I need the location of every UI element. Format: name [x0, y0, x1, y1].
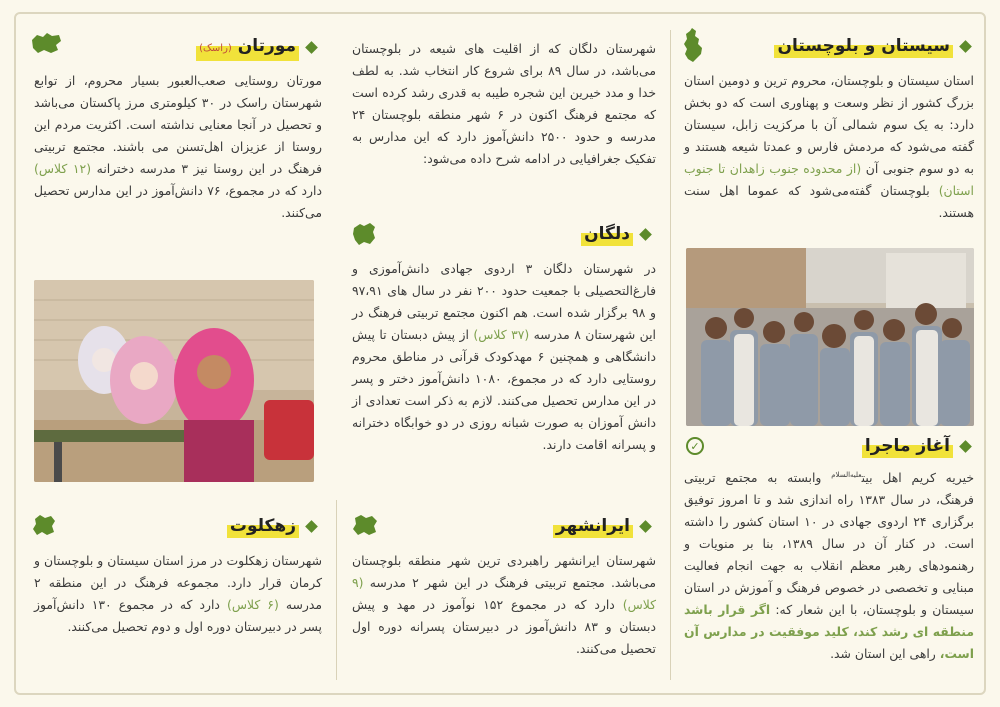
- iranshahr-text-highlight: (۹ کلاس): [352, 575, 656, 612]
- diamond-bullet-icon: [639, 228, 652, 241]
- province-map-icon: [352, 222, 376, 246]
- sistan-paragraph: [684, 70, 974, 224]
- dalgan-text-2: از پیش دبستان تا پیش دانشگاهی و همچنین ۶ مهدکودک قرآنی در مناطق محروم روستایی دارد که در مجموع، ۱۰۸۰ دانش‌آموز دختر و پسر در این مدارس تحصیل می‌کنند. لازم به ذکر است تعدادی از دانش آموزان به صورت شبانه روزی در دو خوابگاه دخترانه و پسرانه اقامت دارند.: [352, 327, 657, 452]
- mortan-text-2: دارد که در مجموع، ۷۶ دانش‌آموز در این مدارس تحصیل می‌کنند.: [34, 183, 322, 220]
- province-map-icon: [683, 28, 703, 62]
- zahklut-paragraph: [34, 550, 322, 638]
- dalgan-title: دلگان: [581, 222, 633, 246]
- aghaz-text-3: راهی این استان شد.: [830, 646, 940, 662]
- dalgan-paragraph: [352, 258, 656, 456]
- iranshahr-heading: [553, 514, 650, 538]
- diamond-bullet-icon: [639, 520, 652, 533]
- diamond-bullet-icon: [959, 40, 972, 53]
- sistan-text-2: بلوچستان گفته‌می‌شود که عموما اهل سنت هستند.: [684, 183, 974, 220]
- aghaz-superscript: علیه‌السلام: [831, 471, 862, 479]
- iranshahr-text-2: دارد که در مجموع ۱۵۲ نوآموز در مهد و پیش دبستان و ۸۳ دانش‌آموز در دبیرستان پسرانه دوره اول تحصیل می‌کنند.: [352, 597, 656, 656]
- diamond-bullet-icon: [959, 440, 972, 453]
- sistan-text-highlight: (از محدوده جنوب زاهدان تا جنوب استان): [684, 161, 974, 198]
- aghaz-paragraph: [684, 464, 974, 665]
- dalgan-intro-paragraph: [352, 38, 656, 170]
- mortan-text-highlight: (۱۲ کلاس): [34, 161, 92, 176]
- aghaz-slogan: اگر قرار باشد منطقه ای رشد کند، کلید موفقیت در مدارس آن است،: [684, 602, 974, 662]
- zahklut-title: زهکلوت: [227, 514, 299, 538]
- mortan-subtitle: (راسک): [199, 43, 232, 54]
- mortan-heading: [196, 34, 316, 61]
- students-photo-girls: [34, 280, 314, 482]
- zahklut-text-2: دارد که در مجموع ۱۳۰ دانش‌آموز پسر در دبیرستان دوره اول و دوم تحصیل می‌کنند.: [34, 597, 322, 634]
- zahklut-text-1: شهرستان زهکلوت در مرز استان سیستان و بلوچستان و کرمان قرار دارد. مجموعه فرهنگ در این منطقه ۲ مدرسه: [34, 553, 322, 612]
- iranshahr-title: ایرانشهر: [553, 514, 633, 538]
- dalgan-text-1: در شهرستان دلگان ۳ اردوی جهادی دانش‌آموزی و فارغ‌التحصیلی با جمعیت حدود ۲۰۰ نفر در سال های ۹۷،۹۱ و ۹۸ برگزار شده است. هم اکنون مجتمع تربیتی فرهنگ در این شهرستان ۸ مدرسه: [352, 261, 656, 342]
- check-circle-icon: ✓: [686, 437, 704, 455]
- aghaz-text-2: وابسته به مجتمع تربیتی فرهنگ، در سال ۱۳۸۳ راه اندازی شد و تا امروز توفیق برگزاری ۲۴ اردوی جهادی در ۱۰ استان کشور را داشته است. در کنار آن در سال ۱۳۸۹، بنا بر منویات و رهنمودهای رهبر معظم انقلاب به جهت انجام فعالیت مبنایی و تخصصی در خصوص فرهنگ و آموزش در استان سیستان و بلوچستان، با این شعار که:: [684, 470, 974, 618]
- diamond-bullet-icon: [305, 520, 318, 533]
- mortan-text-1: مورتان روستایی صعب‌العبور بسیار محروم، از توابع شهرستان راسک در ۳۰ کیلومتری مرز پاکستان می‌باشد و تحصیل در آنجا معنایی نداشته است. اکثریت مردم این روستا از عزیزان اهل‌تسنن می باشند. مجتمع تربیتی فرهنگ در این روستا نیز ۳ مدرسه دخترانه: [34, 73, 322, 176]
- sistan-heading: [774, 34, 970, 58]
- dalgan-heading: [581, 222, 650, 246]
- province-map-icon: [32, 514, 56, 536]
- dalgan-text-highlight: (۳۷ کلاس): [473, 327, 530, 342]
- province-map-icon: [30, 32, 62, 54]
- mortan-title-text: مورتان: [237, 36, 296, 56]
- mortan-paragraph: [34, 70, 322, 224]
- iranshahr-text-1: شهرستان ایرانشهر راهبردی ترین شهر منطقه بلوچستان می‌باشد. مجتمع تربیتی فرهنگ در این شهر ۲ مدرسه: [352, 553, 656, 590]
- province-map-icon: [352, 514, 378, 536]
- aghaz-title: آغاز ماجرا: [862, 434, 953, 458]
- dalgan-intro-text: شهرستان دلگان که از اقلیت های شیعه در بلوچستان می‌باشد، در سال ۸۹ برای شروع کار انتخاب شد. به لطف خدا و مدد خیرین این شجره طیبه به قدری رشد کرده است که مجتمع فرهنگ اکنون در ۶ شهر منطقه بلوچستان ۲۴ مدرسه و حدود ۲۵۰۰ دانش‌آموز دارد که این مدارس به تفکیک جغرافیایی در ادامه شرح داده می‌شود:: [352, 41, 657, 166]
- zahklut-text-highlight: (۶ کلاس): [227, 597, 279, 612]
- mortan-title: [196, 34, 299, 61]
- diamond-bullet-icon: [305, 41, 318, 54]
- aghaz-heading: [862, 434, 970, 458]
- aghaz-text-1: خیریه کریم اهل بیت: [861, 470, 974, 486]
- column-divider-middle: [336, 500, 337, 680]
- zahklut-heading: [227, 514, 316, 538]
- iranshahr-paragraph: [352, 550, 656, 660]
- students-photo-boys: [686, 248, 974, 426]
- sistan-title: سیستان و بلوچستان: [774, 34, 953, 58]
- sistan-text-1: استان سیستان و بلوچستان، محروم ترین و دومین استان بزرگ کشور از نظر وسعت و پهناوری است که دو بخش دارد: به یک سوم شمالی آن با مرکزیت زابل، سیستان گفته می‌شود که مردمش فارس و عمدتا شیعه هستند و به دو سوم جنوبی آن: [684, 73, 975, 176]
- column-divider-right: [670, 30, 671, 680]
